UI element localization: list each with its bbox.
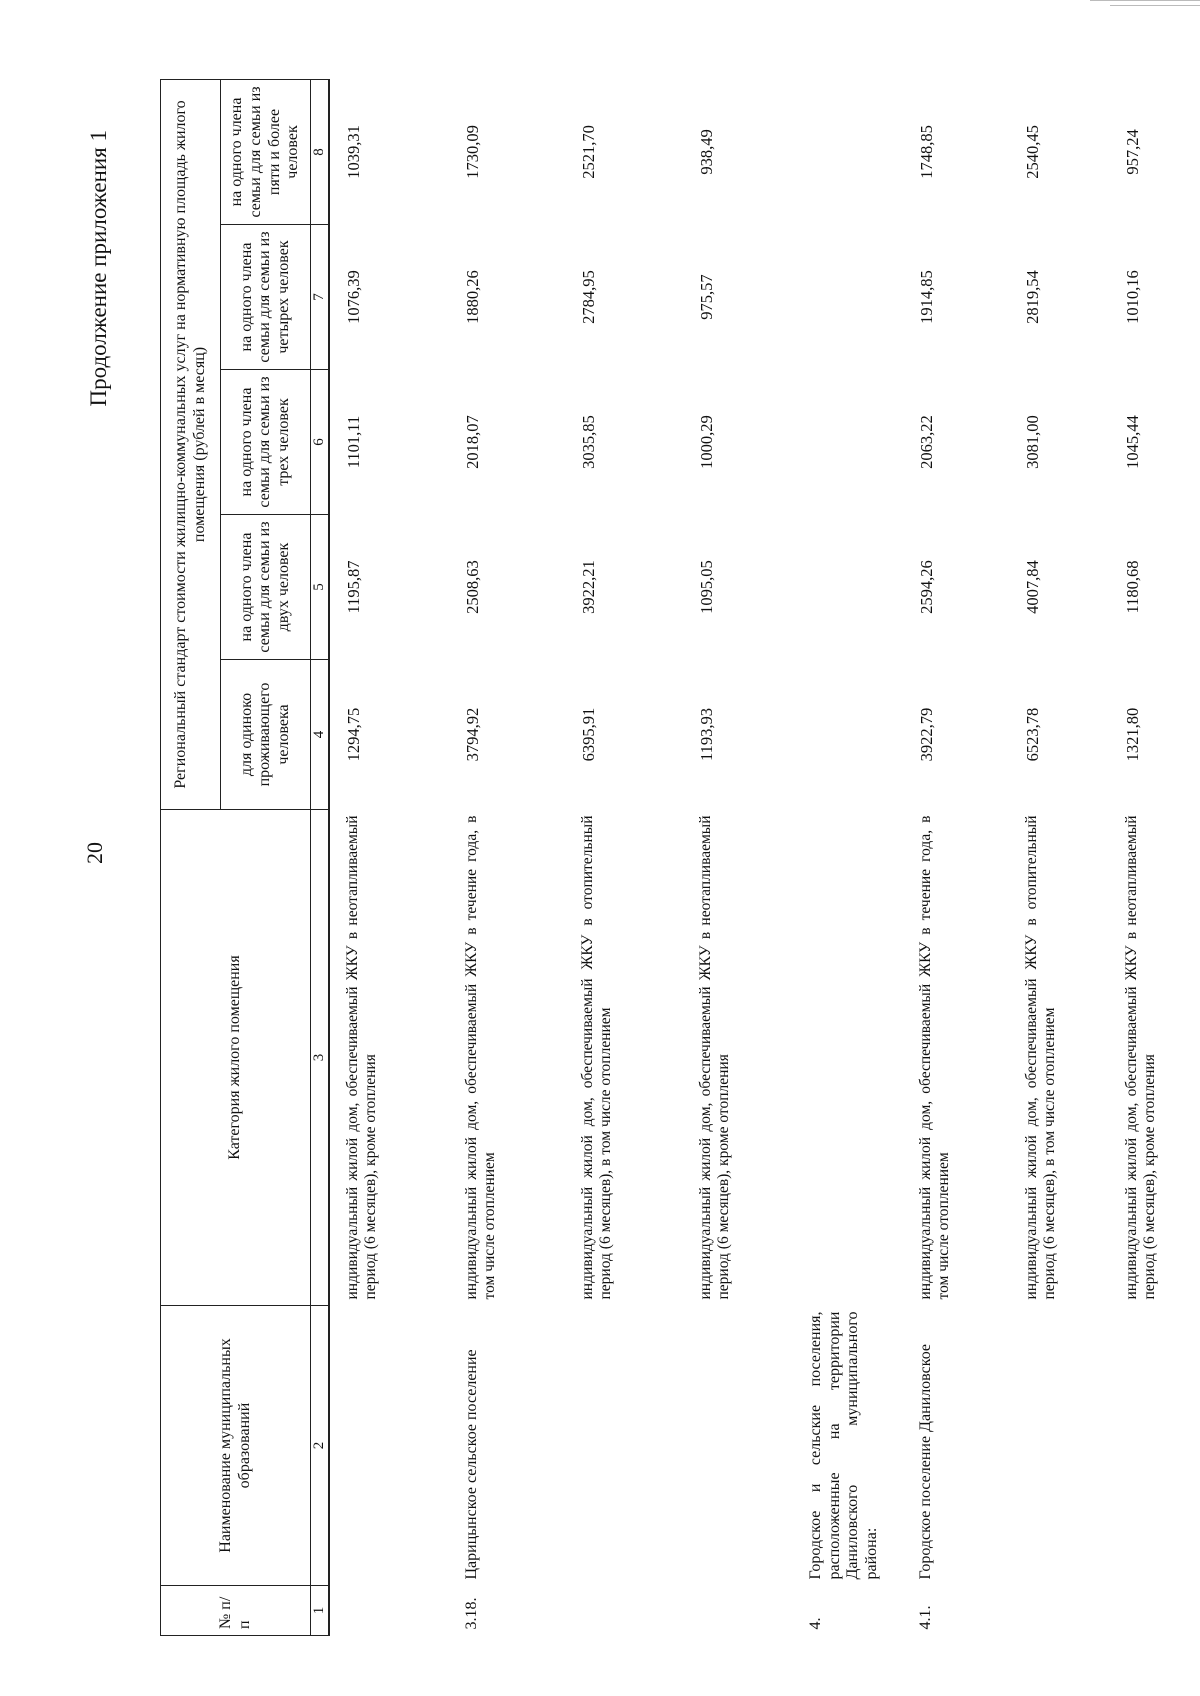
row-municipality (329, 1306, 449, 1586)
row-value-two: 3922,21 (579, 560, 599, 614)
row-value-three: 3035,85 (579, 415, 599, 469)
row-value-two: 1095,05 (697, 560, 717, 614)
row-value-four: 2784,95 (579, 270, 599, 324)
header-num-3: 3 (311, 810, 330, 1306)
row-value-two: 1180,68 (1123, 560, 1143, 614)
row-value-five-plus: 1730,09 (463, 125, 483, 179)
row-value-single: 6395,91 (579, 707, 599, 762)
row-value-three: 2063,22 (917, 415, 937, 469)
row-index (565, 1586, 683, 1636)
row-value-three (793, 370, 903, 515)
row-value-four: 1914,85 (917, 270, 937, 324)
row-municipality (1109, 1306, 1200, 1586)
header-col-number: № п/п (161, 1586, 311, 1636)
row-value-single (793, 660, 903, 810)
table-row (1109, 79, 1200, 1635)
header-num-6: 6 (311, 370, 330, 515)
row-value-five-plus: 1039,31 (344, 125, 364, 179)
continuation-title: Продолжение приложения 1 (86, 130, 111, 407)
page-number: 20 (82, 842, 107, 864)
row-municipality: Городское поселение Даниловское (917, 1344, 935, 1580)
row-value-three: 1101,11 (344, 415, 364, 469)
row-category: индивидуальный жилой дом, обеспечиваемый ЖКУ в течение года, в том числе отоплением (463, 815, 499, 1300)
row-category (793, 810, 903, 1306)
row-value-three: 3081,00 (1023, 415, 1043, 469)
row-index (329, 1586, 449, 1636)
header-num-5: 5 (311, 515, 330, 660)
table-row (565, 79, 683, 1635)
row-value-single: 3794,92 (463, 707, 483, 762)
row-municipality (565, 1306, 683, 1586)
table-row (903, 79, 1009, 1635)
row-value-single: 1294,75 (344, 707, 364, 762)
row-value-five-plus: 2521,70 (579, 125, 599, 179)
row-value-single: 3922,79 (917, 707, 937, 762)
row-category: индивидуальный жилой дом, обеспечиваемый ЖКУ в отопительный период (6 месяцев), в том числе отоплением (1023, 815, 1059, 1300)
row-index (1109, 1586, 1200, 1636)
row-index: 4. (807, 1617, 825, 1630)
header-num-8: 8 (311, 79, 330, 224)
row-value-five-plus: 938,49 (697, 129, 717, 175)
row-index: 3.18. (463, 1597, 481, 1630)
header-col-category: Категория жилого помещения (161, 810, 311, 1306)
row-value-five-plus: 2540,45 (1023, 125, 1043, 179)
header-col-single: для одиноко проживающего человека (221, 660, 311, 810)
row-value-single: 1193,93 (697, 708, 717, 762)
row-category: индивидуальный жилой дом, обеспечиваемый ЖКУ в неотапливаемый период (6 месяцев), кроме отопления (344, 815, 380, 1300)
row-value-single: 6523,78 (1023, 707, 1043, 762)
row-value-five-plus: 1748,85 (917, 125, 937, 179)
row-value-three: 1045,44 (1123, 415, 1143, 469)
row-category: индивидуальный жилой дом, обеспечиваемый ЖКУ в отопительный период (6 месяцев), в том числе отоплением (579, 815, 615, 1300)
row-index (683, 1586, 793, 1636)
header-group-standard: Региональный стандарт стоимости жилищно-коммунальных услуг на нормативную площадь жилого помещения (рублей в месяц) (161, 79, 221, 809)
row-value-four: 1880,26 (463, 270, 483, 324)
header-col-two: на одного члена семьи для семьи из двух человек (221, 515, 311, 660)
row-category: индивидуальный жилой дом, обеспечиваемый ЖКУ в неотапливаемый период (6 месяцев), кроме отопления (1123, 815, 1159, 1300)
row-value-three: 2018,07 (463, 415, 483, 469)
row-value-two: 1195,87 (344, 560, 364, 614)
header-col-municipality: Наименование муниципальных образований (161, 1306, 311, 1586)
header-col-three: на одного члена семьи для семьи из трех человек (221, 370, 311, 515)
row-index: 4.1. (917, 1605, 935, 1630)
row-value-two: 2508,63 (463, 560, 483, 614)
row-value-two: 2594,26 (917, 560, 937, 614)
row-value-four: 975,57 (697, 274, 717, 320)
header-col-four: на одного члена семьи для семьи из четырех человек (221, 225, 311, 370)
table-row (683, 79, 793, 1635)
row-value-four: 1010,16 (1123, 270, 1143, 324)
row-value-single: 1321,80 (1123, 707, 1143, 762)
row-municipality (683, 1306, 793, 1586)
row-value-five-plus: 957,24 (1123, 129, 1143, 175)
row-value-four (793, 225, 903, 370)
header-num-1: 1 (311, 1586, 330, 1636)
table-row-section (793, 79, 903, 1635)
header-num-2: 2 (311, 1306, 330, 1586)
standards-table (160, 79, 1200, 1636)
row-value-four: 1076,39 (344, 270, 364, 324)
row-value-three: 1000,29 (697, 415, 717, 469)
row-value-two (793, 515, 903, 660)
row-municipality: Городское и сельские поселения, расположенные на территории Даниловского муниципального района: (807, 1311, 881, 1580)
row-category: индивидуальный жилой дом, обеспечиваемый ЖКУ в неотапливаемый период (6 месяцев), кроме отопления (697, 815, 733, 1300)
row-municipality (1009, 1306, 1109, 1586)
header-num-7: 7 (311, 225, 330, 370)
table-row (329, 79, 449, 1635)
row-value-four: 2819,54 (1023, 270, 1043, 324)
row-value-two: 4007,84 (1023, 560, 1043, 614)
row-municipality: Царицынское сельское поселение (463, 1349, 481, 1580)
table-row (449, 79, 565, 1635)
header-num-4: 4 (311, 660, 330, 810)
row-index (1009, 1586, 1109, 1636)
header-col-five-plus: на одного члена семьи для семьи из пяти и более человек (221, 79, 311, 224)
row-category: индивидуальный жилой дом, обеспечиваемый ЖКУ в течение года, в том числе отоплением (917, 815, 953, 1300)
table-row (1009, 79, 1109, 1635)
row-value-five-plus (793, 79, 903, 224)
